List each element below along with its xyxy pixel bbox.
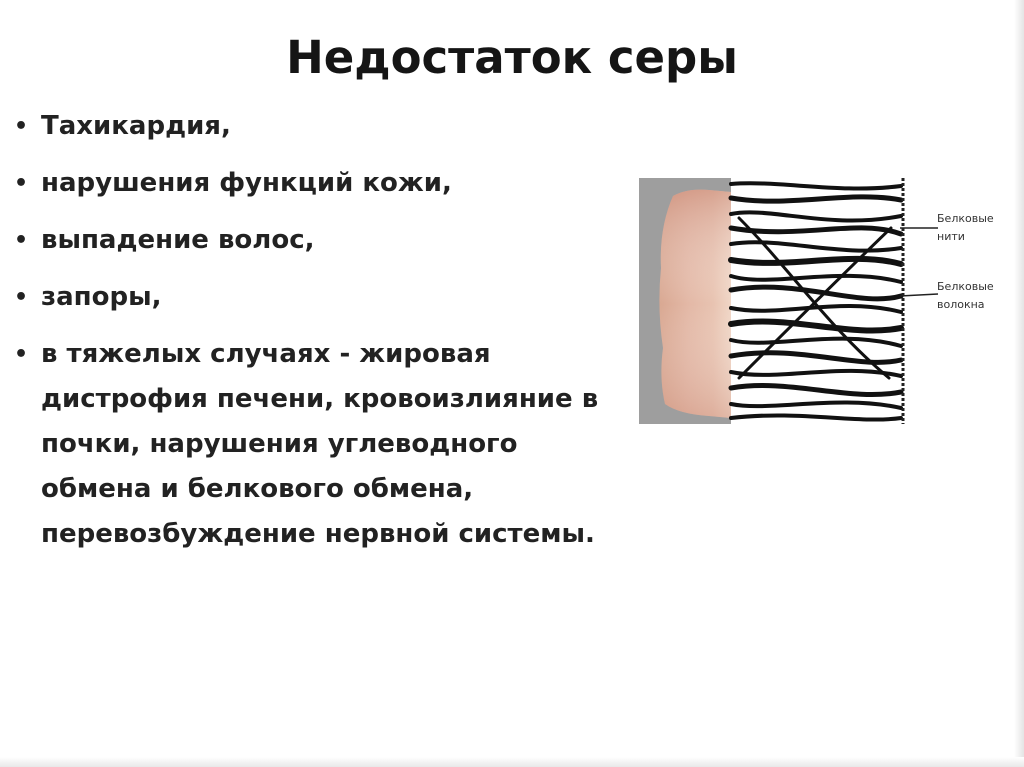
- bullet-dot-icon: •: [14, 228, 29, 253]
- bullet-item: [14, 161, 624, 206]
- bullet-list: [14, 104, 624, 569]
- bullet-dot-icon: •: [14, 171, 29, 196]
- bullet-item: [14, 104, 624, 149]
- figure-label-protein-threads: Белковые: [937, 212, 994, 225]
- slide-title: Недостаток серы: [286, 31, 738, 84]
- bullet-text: Тахикардия,: [41, 111, 231, 141]
- bullet-dot-icon: •: [14, 114, 29, 139]
- bullet-item: [14, 218, 624, 263]
- hair-structure-illustration: [639, 178, 914, 424]
- bullet-dot-icon: •: [14, 285, 29, 310]
- hair-structure-svg: [639, 178, 914, 424]
- bullet-item: [14, 332, 624, 557]
- slide-edge-shadow-bottom: [0, 757, 1024, 767]
- figure-label-protein-threads-line2: нити: [937, 230, 965, 243]
- hair-strand-shading: [659, 190, 731, 418]
- bullet-text: запоры,: [41, 282, 162, 312]
- bullet-text: нарушения функций кожи,: [41, 168, 452, 198]
- bullet-text: в тяжелых случаях - жировая дистрофия печени, кровоизлияние в почки, нарушения углеводного обмена и белкового обмена, перевозбуждение нервной системы.: [41, 339, 599, 549]
- bullet-item: [14, 275, 624, 320]
- figure-labels: [937, 206, 1017, 326]
- figure-label-protein-fibers: Белковые: [937, 280, 994, 293]
- figure-label-protein-fibers-line2: волокна: [937, 298, 985, 311]
- label-pointer-lines: [900, 200, 940, 310]
- slide-edge-shadow-right: [1014, 0, 1024, 767]
- bullet-dot-icon: •: [14, 342, 29, 367]
- bullet-text: выпадение волос,: [41, 225, 315, 255]
